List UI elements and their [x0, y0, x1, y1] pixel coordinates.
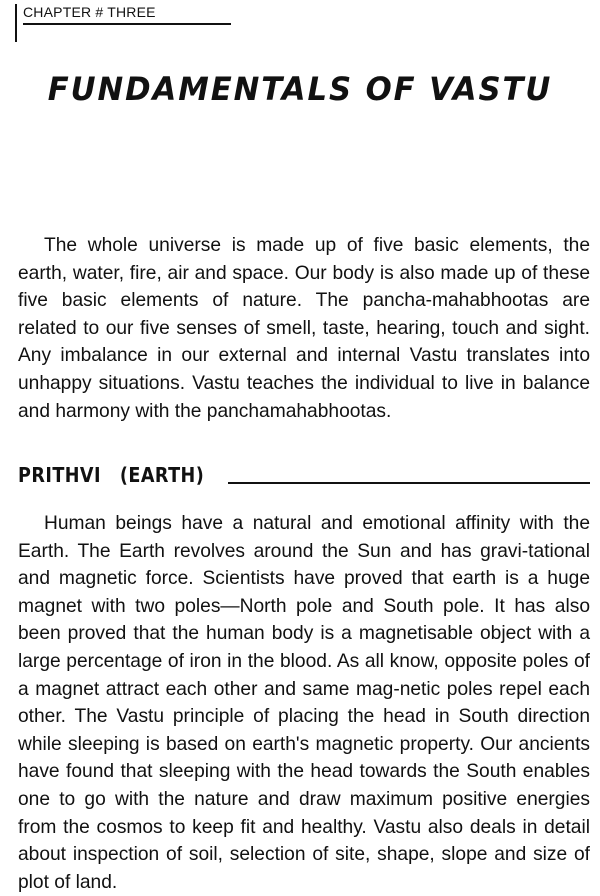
section-heading: [18, 463, 590, 487]
intro-paragraph: The whole universe is made up of five basic elements, the earth, water, fire, air and space. Our body is also made up of these five basic elements of nature. The pancha-mahabhootas are related to our five senses of smell, taste, hearing, touch and sight. Any imbalance in our external and internal Vastu translates into unhappy situations. Vastu teaches the individual to live in balance and harmony with the panchamahabhootas.: [18, 235, 590, 422]
earth-paragraph: Human beings have a natural and emotional affinity with the Earth. The Earth revolves around the Sun and has gravi-tational and magnetic force. Scientists have proved that earth is a huge magnet with two poles—North pole and South pole. It has also been proved that the human body is a magnetisable object with a large percentage of iron in the blood. As all know, opposite poles of a magnet attract each other and same mag-netic poles repel each other. The Vastu principle of placing the head in South direction while sleeping is based on earth's magnetic property. Our ancients have found that sleeping with the head towards the South enables one to go with the nature and draw maximum positive energies from the cosmos to keep fit and healthy. Vastu also deals in detail about inspection of soil, selection of site, shape, slope and size of plot of land.: [18, 513, 590, 893]
chapter-label: CHAPTER # THREE: [23, 4, 231, 25]
section-heading-label: PRITHVI (EARTH): [18, 463, 205, 487]
page-title: FUNDAMENTALS OF VASTU: [47, 70, 553, 108]
chapter-tick-rule: [15, 4, 17, 42]
chapter-header: [15, 4, 231, 42]
section-heading-rule: [228, 482, 590, 484]
